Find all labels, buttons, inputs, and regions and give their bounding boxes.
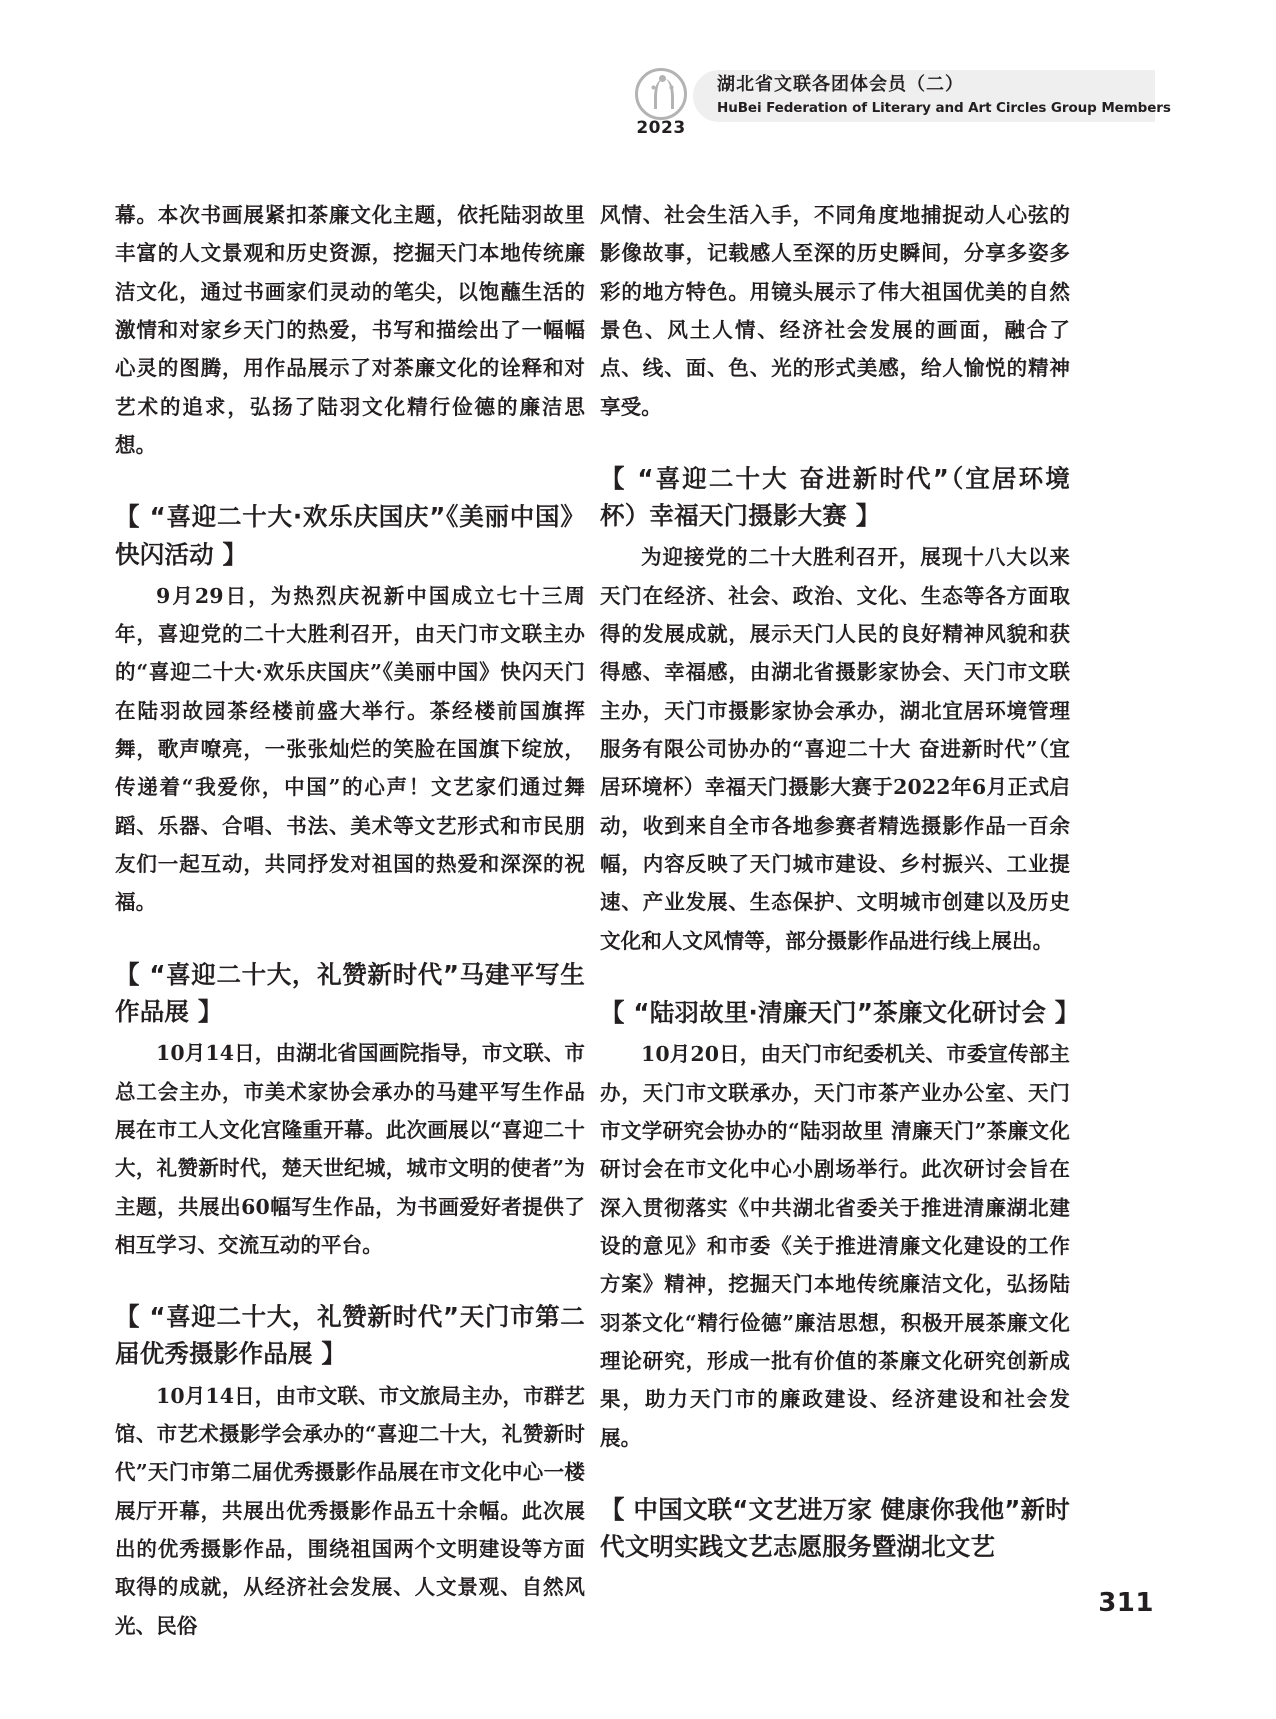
paragraph-continued: 幕。本次书画展紧扣茶廉文化主题，依托陆羽故里丰富的人文景观和历史资源，挖掘天门本地传统廉洁文化，通过书画家们灵动的笔尖，以饱蘸生活的激情和对家乡天门的热爱，书写和描绘出了一幅幅心灵的图腾，用作品展示了对茶廉文化的诠释和对艺术的追求，弘扬了陆羽文化精行俭德的廉洁思想。	[115, 203, 585, 457]
section-heading: 【 中国文联“文艺进万家 健康你我他”新时代文明实践文艺志愿服务暨湖北文艺	[600, 1494, 1070, 1562]
header-inner	[625, 66, 1171, 140]
section-body: 9月29日，为热烈庆祝新中国成立七十三周年，喜迎党的二十大胜利召开，由天门市文联主办的“喜迎二十大·欢乐庆国庆”《美丽中国》快闪天门在陆羽故园茶经楼前盛大举行。茶经楼前国旗挥舞，歌声嘹亮，一张张灿烂的笑脸在国旗下绽放，传递着“我爱你，中国”的心声！文艺家们通过舞蹈、乐器、合唱、书法、美术等文艺形式和市民朋友们一起互动，共同抒发对祖国的热爱和深深的祝福。	[115, 583, 585, 915]
section-body: 10月14日，由湖北省国画院指导，市文联、市总工会主办，市美术家协会承办的马建平写生作品展在市工人文化宫隆重开幕。此次画展以“喜迎二十大，礼赞新时代，楚天世纪城，城市文明的使者”为主题，共展出60幅写生作品，为书画爱好者提供了相互学习、交流互动的平台。	[115, 1041, 585, 1257]
page-number: 311	[1098, 1588, 1154, 1618]
header-title-chinese: 湖北省文联各团体会员（二）	[717, 74, 964, 95]
section-heading: 【 “喜迎二十大·欢乐庆国庆”《美丽中国》快闪活动 】	[115, 502, 585, 569]
logo-year: 2023	[636, 118, 686, 138]
paragraph-continued: 风情、社会生活入手，不同角度地捕捉动人心弦的影像故事，记载感人至深的历史瞬间，分享多姿多彩的地方特色。用镜头展示了伟大祖国优美的自然景色、风土人情、经济社会发展的画面，融合了点、线、面、色、光的形式美感，给人愉悦的精神享受。	[600, 203, 1070, 419]
section-heading: 【 “喜迎二十大，礼赞新时代”天门市第二届优秀摄影作品展 】	[115, 1302, 585, 1369]
section-heading: 【 “陆羽故里·清廉天门”茶廉文化研讨会 】	[600, 998, 1080, 1028]
right-column	[600, 196, 1080, 1565]
section-heading: 【 “喜迎二十大 奋进新时代”（宜居环境杯）幸福天门摄影大赛 】	[600, 463, 1070, 531]
page-header	[0, 66, 1276, 140]
header-titles	[717, 74, 1171, 117]
section-body: 10月20日，由天门市纪委机关、市委宣传部主办，天门市文联承办，天门市茶产业办公室、天门市文学研究会协办的“陆羽故里 清廉天门”茶廉文化研讨会在市文化中心小剧场举行。此次研讨会旨在深入贯彻落实《中共湖北省委关于推进清廉湖北建设的意见》和市委《关于推进清廉文化建设的工作方案》精神，挖掘天门本地传统廉洁文化，弘扬陆羽茶文化“精行俭德”廉洁思想，积极开展茶廉文化理论研究，形成一批有价值的茶廉文化研究创新成果，助力天门市的廉政建设、经济建设和社会发展。	[600, 1042, 1070, 1450]
section-body: 为迎接党的二十大胜利召开，展现十八大以来天门在经济、社会、政治、文化、生态等各方面取得的发展成就，展示天门人民的良好精神风貌和获得感、幸福感，由湖北省摄影家协会、天门市文联主办，天门市摄影家协会承办，湖北宜居环境管理服务有限公司协办的“喜迎二十大 奋进新时代”（宜居环境杯）幸福天门摄影大赛于2022年6月正式启动，收到来自全市各地参赛者精选摄影作品一百余幅，内容反映了天门城市建设、乡村振兴、工业提速、产业发展、生态保护、文明城市创建以及历史文化和人文风情等，部分摄影作品进行线上展出。	[600, 545, 1070, 953]
hubei-federation-emblem-icon	[635, 68, 687, 120]
header-title-english: HuBei Federation of Literary and Art Circles Group Members	[717, 99, 1171, 116]
left-column	[115, 196, 585, 1645]
section-body: 10月14日，由市文联、市文旅局主办，市群艺馆、市艺术摄影学会承办的“喜迎二十大，礼赞新时代”天门市第二届优秀摄影作品展在市文化中心一楼展厅开幕，共展出优秀摄影作品五十余幅。此次展出的优秀摄影作品，围绕祖国两个文明建设等方面取得的成就，从经济社会发展、人文景观、自然风光、民俗	[115, 1383, 585, 1638]
section-heading: 【 “喜迎二十大，礼赞新时代”马建平写生作品展 】	[115, 959, 585, 1026]
